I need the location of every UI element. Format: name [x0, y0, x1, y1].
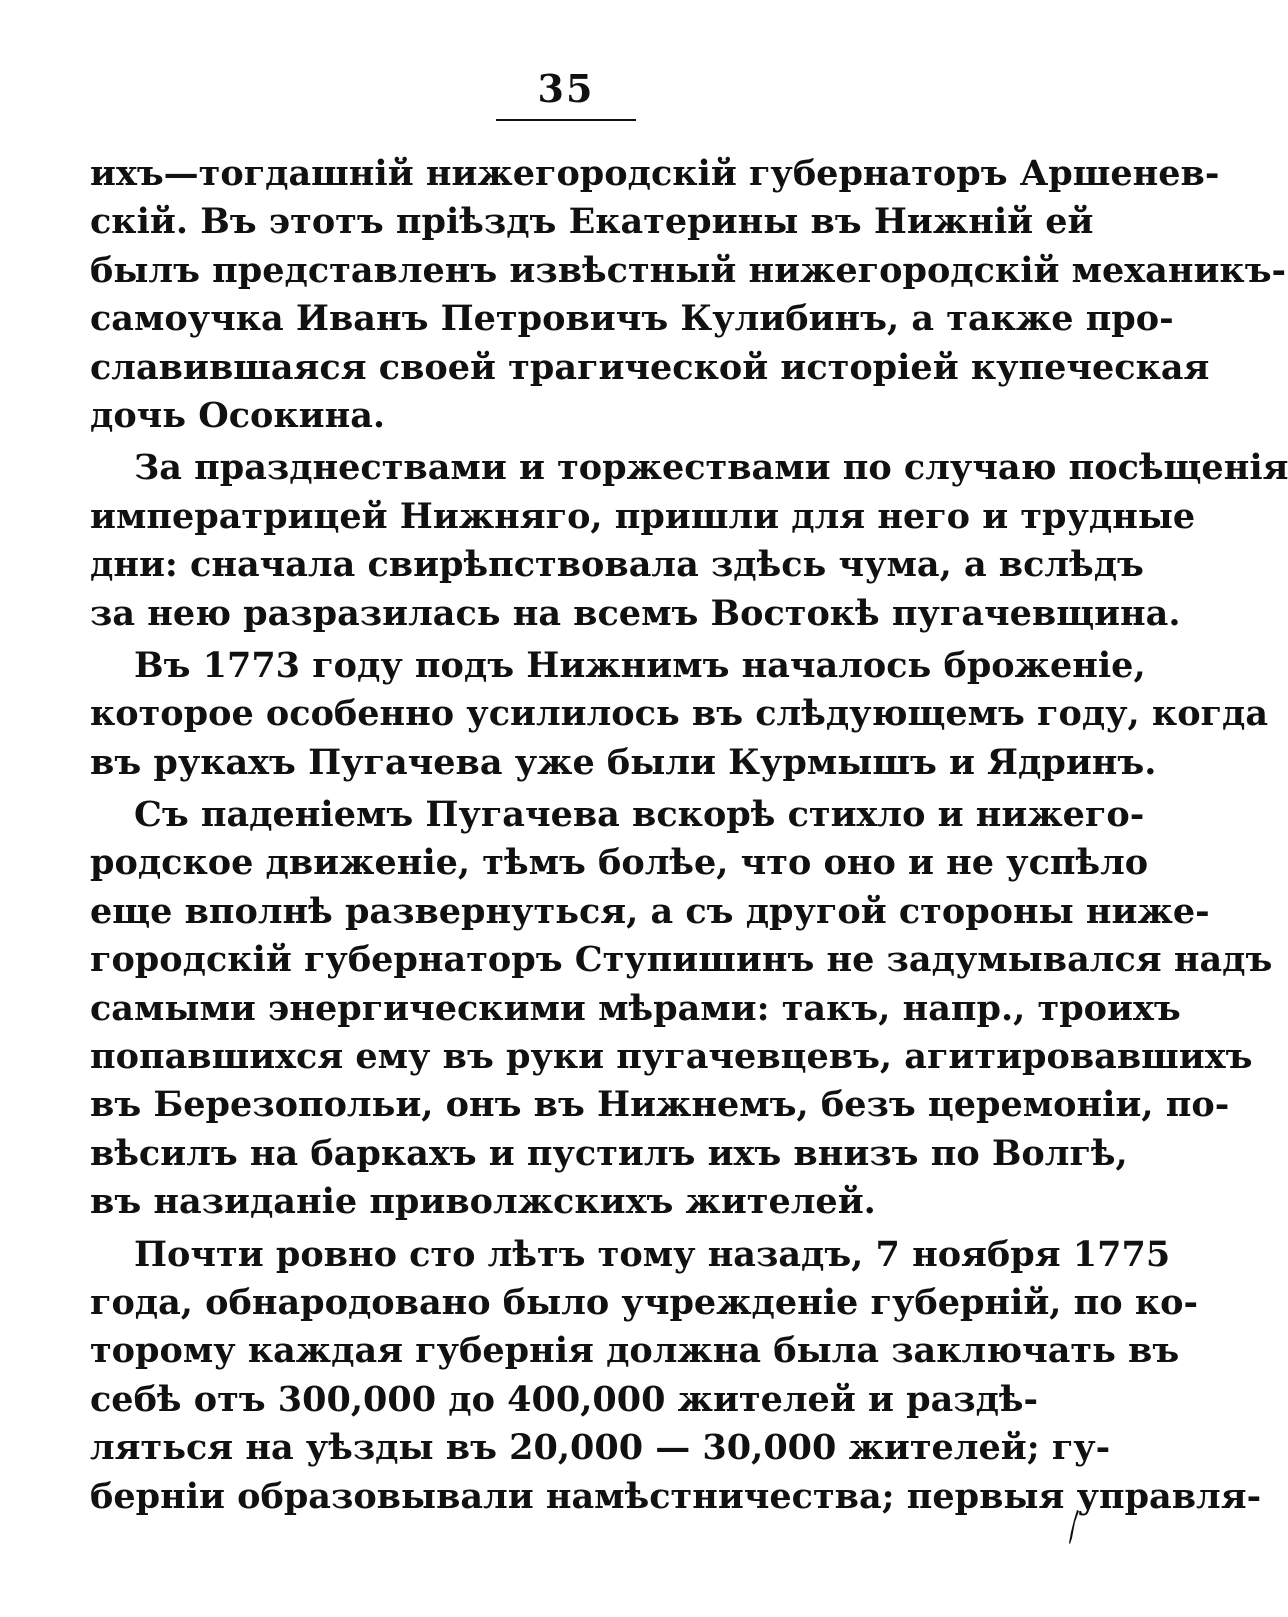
text-line: самыми энергическими мѣрами: такъ, напр., троихъ [90, 987, 1181, 1029]
text-line: самоучка Иванъ Петровичъ Кулибинъ, а также про- [90, 298, 1174, 340]
text-line: дочь Осокина. [90, 394, 386, 436]
text-line: года, обнародовано было учрежденіе губерній, по ко- [90, 1281, 1198, 1323]
text-line: скій. Въ этотъ пріѣздъ Екатерины въ Нижній ей [90, 201, 1094, 243]
text-line: славившаяся своей трагической исторіей купеческая [90, 346, 1210, 388]
text-line: Почти ровно сто лѣтъ тому назадъ, 7 ноября 1775 [134, 1233, 1171, 1275]
text-line: торому каждая губернія должна была заключать въ [90, 1330, 1180, 1372]
text-line: За празднествами и торжествами по случаю посѣщенія [134, 447, 1288, 489]
paragraph [90, 791, 1273, 1227]
paragraph [90, 1231, 1262, 1521]
text-line: за нею разразилась на всемъ Востокѣ пугачевщина. [90, 592, 1181, 634]
paragraph [90, 444, 1288, 638]
page-number: 35 [537, 66, 595, 111]
text-line: берніи образовывали намѣстничества; первыя управля- [90, 1475, 1262, 1517]
text-line: вѣсилъ на баркахъ и пустилъ ихъ внизъ по Волгѣ, [90, 1132, 1128, 1174]
text-line: императрицей Нижняго, пришли для него и трудные [90, 495, 1196, 537]
paragraph [90, 642, 1269, 787]
text-line: Съ паденіемъ Пугачева вскорѣ стихло и нижего- [134, 794, 1145, 836]
text-line: дни: сначала свирѣпствовала здѣсь чума, а вслѣдъ [90, 544, 1144, 586]
text-line: еще вполнѣ развернуться, а съ другой стороны нижe- [90, 890, 1210, 932]
paragraph [90, 150, 1287, 440]
scan-artifact-icon [1068, 1508, 1080, 1546]
text-line: городскій губернаторъ Ступишинъ не задумывался надъ [90, 939, 1273, 981]
text-line: въ Березопольи, онъ въ Нижнемъ, безъ церемоніи, по- [90, 1084, 1230, 1126]
text-line: попавшихся ему въ руки пугачевцевъ, агитировавшихъ [90, 1036, 1253, 1078]
text-line: въ назиданіе приволжскихъ жителей. [90, 1181, 876, 1223]
text-line: ихъ—тогдашній нижегородскій губернаторъ Аршенев- [90, 153, 1220, 194]
text-line: родское движеніе, тѣмъ болѣе, что оно и не успѣло [90, 842, 1149, 884]
text-line: былъ представленъ извѣстный нижегородскій механикъ- [90, 249, 1287, 291]
text-line: въ рукахъ Пугачева уже были Курмышъ и Ядринъ. [90, 741, 1157, 783]
text-line: Въ 1773 году подъ Нижнимъ началось броженіе, [134, 644, 1146, 686]
page-number-rule [496, 119, 636, 121]
text-line: ляться на уѣзды въ 20,000 — 30,000 жителей; гу- [90, 1427, 1111, 1469]
text-line: себѣ отъ 300,000 до 400,000 жителей и раздѣ- [90, 1378, 1039, 1420]
page-body [90, 150, 1288, 1521]
text-line: которое особенно усилилось въ слѣдующемъ году, когда [90, 693, 1269, 735]
